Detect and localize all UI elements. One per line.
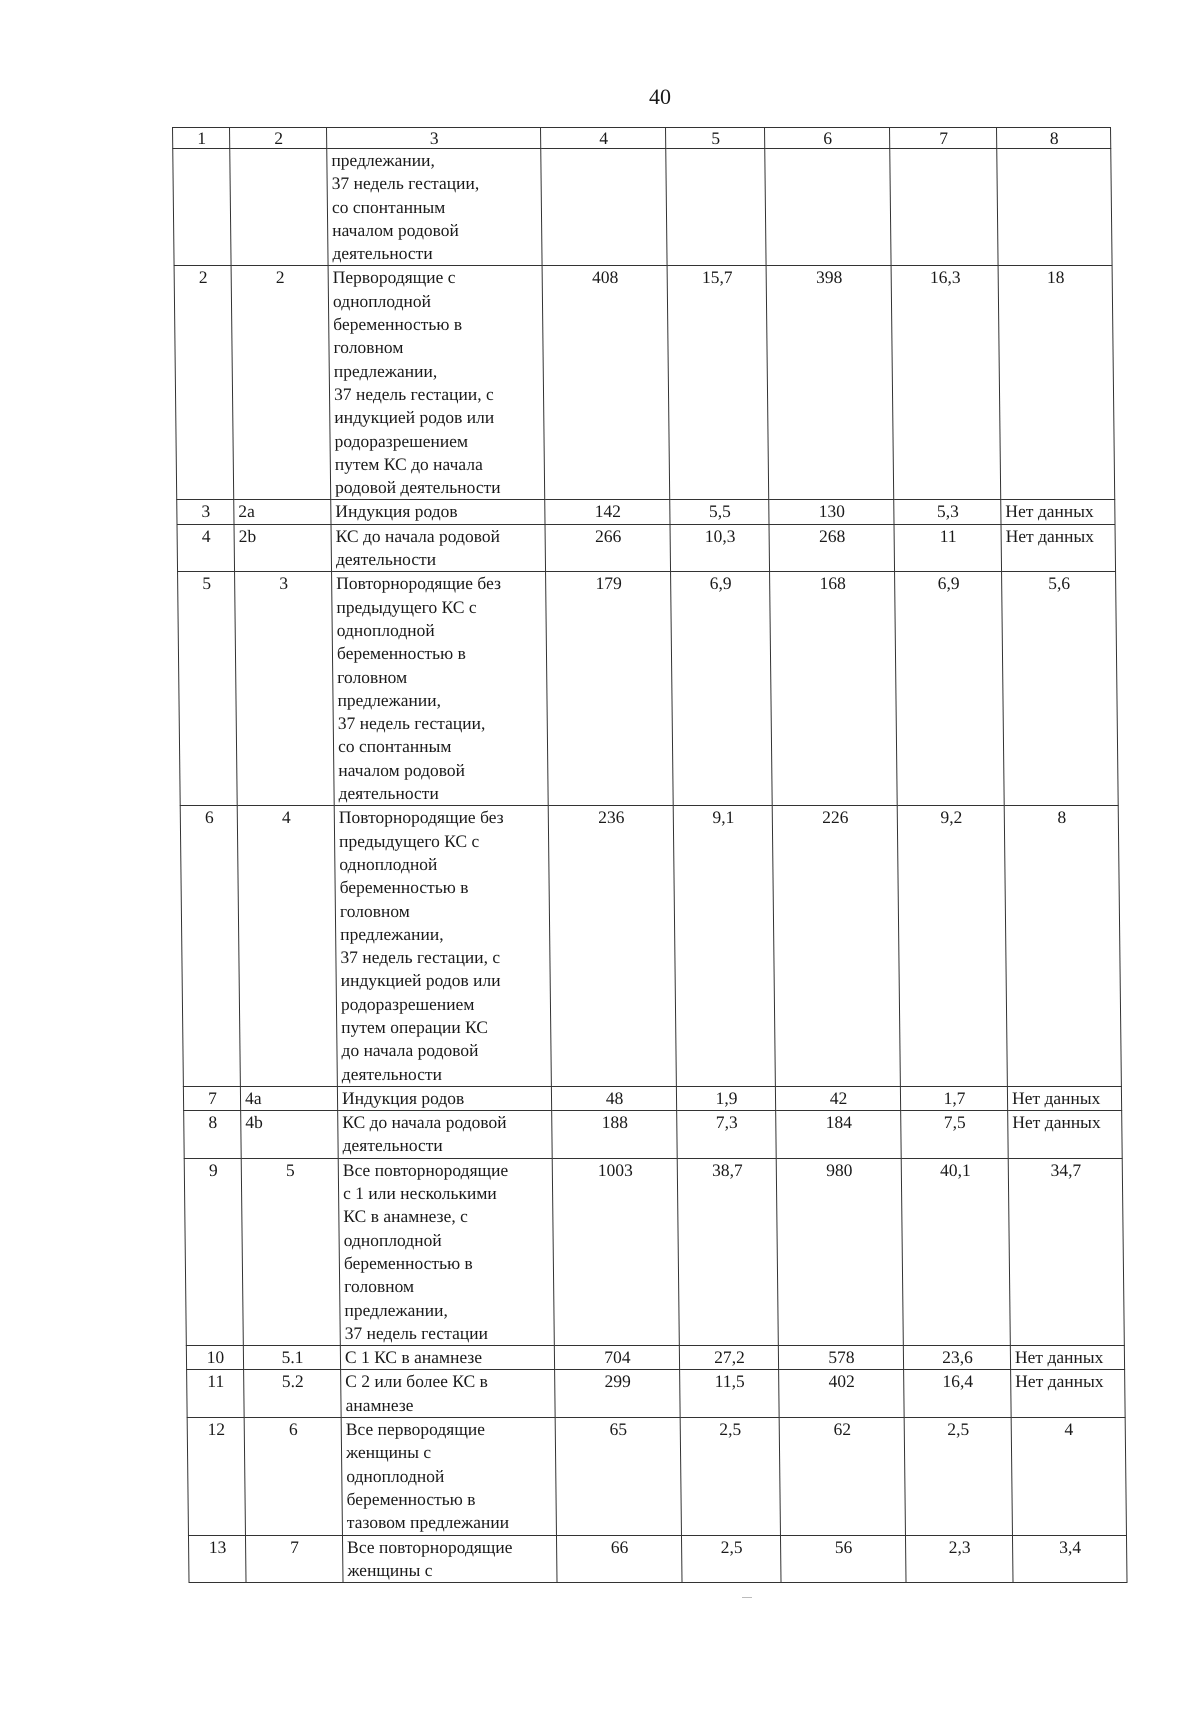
table-row [177, 500, 1115, 524]
header-cell: 3 [327, 128, 541, 149]
description-cell: КС до начала родовой деятельности [338, 1111, 553, 1159]
col4-cell: 408 [542, 266, 670, 500]
col6-cell: 62 [779, 1418, 905, 1535]
col5-cell: 2,5 [681, 1535, 781, 1583]
description-cell: С 2 или более КС в анамнезе [341, 1370, 556, 1418]
row-number-cell: 3 [177, 500, 234, 524]
row-number-cell: 11 [187, 1370, 245, 1418]
col7-cell [890, 149, 998, 266]
col8-cell: 8 [1004, 806, 1121, 1087]
col6-cell: 184 [776, 1111, 902, 1159]
row-number-cell: 6 [180, 806, 240, 1087]
table-row [186, 1346, 1124, 1370]
col8-cell: 18 [998, 266, 1115, 500]
col4-cell: 65 [555, 1418, 681, 1535]
group-cell: 4b [241, 1111, 339, 1159]
col6-cell: 42 [775, 1086, 900, 1110]
col6-cell: 130 [769, 500, 894, 524]
col4-cell: 1003 [552, 1158, 679, 1345]
col5-cell: 9,1 [673, 806, 775, 1087]
header-cell: 2 [230, 128, 327, 149]
col7-cell: 16,4 [904, 1370, 1012, 1418]
description-cell: Все повторнородящие женщины с [342, 1535, 557, 1583]
description-cell: КС до начала родовой деятельности [331, 524, 546, 572]
col6-cell: 168 [770, 572, 898, 806]
col5-cell: 10,3 [670, 524, 770, 572]
table-row [177, 524, 1116, 572]
table-row [184, 1158, 1124, 1345]
col7-cell: 16,3 [891, 266, 1001, 500]
row-number-cell: 9 [184, 1158, 243, 1345]
group-cell: 2b [234, 524, 332, 572]
table-row [180, 806, 1121, 1087]
row-number-cell: 12 [187, 1418, 245, 1535]
row-number-cell: 7 [183, 1086, 240, 1110]
col6-cell: 268 [769, 524, 895, 572]
group-cell: 7 [245, 1535, 343, 1583]
col5-cell: 27,2 [679, 1346, 778, 1370]
col7-cell: 23,6 [903, 1346, 1010, 1370]
header-cell: 6 [765, 128, 890, 149]
col4-cell: 236 [548, 806, 676, 1087]
col8-cell: Нет данных [1001, 524, 1116, 572]
table-row [174, 266, 1115, 500]
description-cell: Все первородящие женщины с одноплодной беременностью в тазовом предлежании [341, 1418, 556, 1535]
page-number: 40 [649, 84, 671, 109]
table-row [184, 1111, 1123, 1159]
header-cell: 5 [666, 128, 765, 149]
col7-cell: 1,7 [900, 1086, 1007, 1110]
col6-cell: 398 [766, 266, 894, 500]
col6-cell: 578 [778, 1346, 903, 1370]
col5-cell: 7,3 [677, 1111, 777, 1159]
col6-cell: 402 [779, 1370, 905, 1418]
description-cell: предлежании, 37 недель гестации, со спонтанным началом родовой деятельности [327, 149, 542, 266]
row-number-cell: 2 [174, 266, 234, 500]
description-cell: Все повторнородящие с 1 или несколькими КС в анамнезе, с одноплодной беременностью в головном предлежании, 37 недель гестации [338, 1158, 554, 1345]
col8-cell: 5,6 [1002, 572, 1119, 806]
col5-cell: 15,7 [667, 266, 769, 500]
row-number-cell: 4 [177, 524, 235, 572]
col8-cell: Нет данных [1011, 1370, 1126, 1418]
group-cell: 2 [231, 266, 331, 500]
header-cell: 7 [890, 128, 997, 149]
description-cell: Первородящие с одноплодной беременностью в головном предлежании, 37 недель гестации, с индукцией родов или родоразрешением путем КС до начала родовой деятельности [328, 266, 545, 500]
col8-cell: 34,7 [1008, 1158, 1124, 1345]
col6-cell [765, 149, 891, 266]
col8-cell: Нет данных [1010, 1346, 1124, 1370]
col8-cell: 3,4 [1012, 1535, 1127, 1583]
scan-speck [742, 1597, 752, 1598]
header-cell: 1 [173, 128, 230, 149]
row-number-cell: 8 [184, 1111, 242, 1159]
col7-cell: 6,9 [895, 572, 1005, 806]
col5-cell: 6,9 [671, 572, 773, 806]
col6-cell: 226 [772, 806, 900, 1087]
col6-cell: 980 [776, 1158, 903, 1345]
col7-cell: 7,5 [901, 1111, 1009, 1159]
header-cell: 4 [541, 128, 666, 149]
header-cell: 8 [997, 128, 1111, 149]
col8-cell: Нет данных [1008, 1111, 1123, 1159]
row-number-cell: 5 [178, 572, 238, 806]
group-cell: 4 [237, 806, 337, 1087]
col4-cell [541, 149, 667, 266]
col8-cell: Нет данных [1001, 500, 1115, 524]
col4-cell: 266 [545, 524, 671, 572]
col8-cell [997, 149, 1112, 266]
col6-cell: 56 [780, 1535, 906, 1583]
col8-cell: 4 [1011, 1418, 1126, 1535]
table-row [187, 1418, 1126, 1535]
col7-cell: 11 [894, 524, 1002, 572]
row-number-cell [173, 149, 231, 266]
col5-cell: 1,9 [676, 1086, 775, 1110]
col8-cell: Нет данных [1007, 1086, 1121, 1110]
table-header-row [173, 128, 1111, 149]
data-table [172, 127, 1128, 1583]
col4-cell: 66 [556, 1535, 682, 1583]
description-cell: Индукция родов [337, 1086, 551, 1110]
group-cell [230, 149, 328, 266]
description-cell: Индукция родов [331, 500, 545, 524]
row-number-cell: 10 [186, 1346, 243, 1370]
col7-cell: 2,3 [905, 1535, 1013, 1583]
col5-cell: 38,7 [677, 1158, 778, 1345]
col4-cell: 188 [552, 1111, 678, 1159]
col4-cell: 704 [554, 1346, 679, 1370]
group-cell: 6 [244, 1418, 342, 1535]
col5-cell: 5,5 [670, 500, 769, 524]
group-cell: 5.2 [244, 1370, 342, 1418]
table-row [173, 149, 1112, 266]
row-number-cell: 13 [188, 1535, 246, 1583]
group-cell: 3 [235, 572, 335, 806]
table-row [188, 1535, 1127, 1583]
group-cell: 5.1 [243, 1346, 340, 1370]
description-cell: Повторнородящие без предыдущего КС с одноплодной беременностью в головном предлежании, 37 недель гестации, с индукцией родов или родоразрешением путем операции КС до начала родовой деятельности [334, 806, 551, 1087]
col4-cell: 179 [546, 572, 674, 806]
col5-cell: 11,5 [680, 1370, 780, 1418]
col7-cell: 5,3 [894, 500, 1001, 524]
col4-cell: 299 [555, 1370, 681, 1418]
group-cell: 4a [240, 1086, 337, 1110]
group-cell: 2a [234, 500, 331, 524]
col5-cell: 2,5 [680, 1418, 780, 1535]
col4-cell: 142 [545, 500, 670, 524]
description-cell: Повторнородящие без предыдущего КС с одноплодной беременностью в головном предлежании, 37 недель гестации, со спонтанным началом родовой деятельности [332, 572, 549, 806]
table-row [187, 1370, 1126, 1418]
table-row [183, 1086, 1121, 1110]
description-cell: С 1 КС в анамнезе [340, 1346, 554, 1370]
col4-cell: 48 [551, 1086, 676, 1110]
group-cell: 5 [241, 1158, 340, 1345]
table-row [178, 572, 1119, 806]
col7-cell: 2,5 [904, 1418, 1012, 1535]
col7-cell: 40,1 [901, 1158, 1010, 1345]
col7-cell: 9,2 [897, 806, 1007, 1087]
col5-cell [666, 149, 766, 266]
